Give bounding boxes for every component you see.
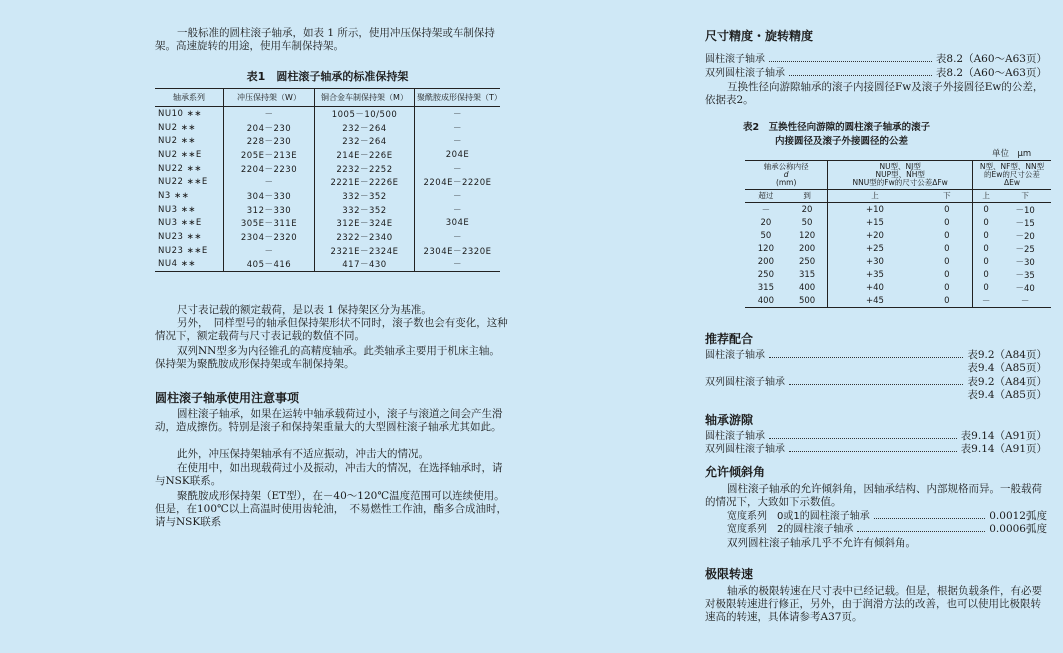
leader-dots [789, 376, 963, 385]
reference-name: 双列圆柱滚子轴承 [705, 377, 785, 388]
table2-body [745, 203, 1051, 308]
table1-row [155, 258, 500, 272]
table2-cell: －20 [1015, 231, 1035, 242]
intro-paragraph: 一般标准的圆柱滚子轴承，如表 1 所示，使用冲压保持架或车制保持架。高速旋转的用途，使用车制保持架。 [155, 27, 495, 52]
table1-header: 轴承系列 [155, 89, 224, 107]
table1-cell: 2304E－2320E [415, 244, 501, 258]
table2-title: 表2 互换性径向游隙的圆柱滚子轴承的滚子 [743, 122, 931, 133]
table2-row [745, 281, 1051, 294]
table1-header: 铜合金车制保持架（M） [315, 89, 415, 107]
leader-dots [769, 53, 932, 62]
table1-cell: 205E－213E [224, 148, 315, 162]
table1-cell: 1005－10/500 [315, 107, 415, 121]
table2-cell: 0 [944, 217, 950, 228]
leader-dots [789, 443, 957, 452]
reference-row [705, 53, 1047, 66]
table1-cell: 305E－311E [224, 217, 315, 231]
table1-cell: NU23 ∗∗ [158, 232, 202, 243]
reference-name: 双列圆柱滚子轴承 [705, 444, 785, 455]
table2-cell: +25 [828, 242, 922, 255]
leader-dots [769, 349, 963, 358]
table2-cell: 400 [798, 282, 816, 293]
table1-cell: － [224, 175, 315, 189]
reference-name: 圆柱滚子轴承 [705, 350, 765, 361]
reference-row [705, 362, 1047, 375]
table2-row [745, 255, 1051, 268]
table1-row [155, 121, 500, 135]
tilt-item-value: 0.0012弧度 [989, 510, 1047, 522]
table2-cell: +35 [828, 268, 922, 281]
table1-cell: － [224, 107, 315, 121]
table2-row [745, 294, 1051, 308]
table1-header-row [155, 89, 500, 107]
table1-cell: NU10 ∗∗ [158, 108, 202, 119]
table2-header-fw [828, 161, 973, 190]
table2-header-text: NU型、NJ型 [879, 162, 921, 171]
table1-cell: 228－230 [224, 134, 315, 148]
table1-row [155, 189, 500, 203]
table1-cell: NU23 ∗∗E [158, 245, 208, 256]
reference-row [705, 389, 1047, 402]
table2-subheader: 下 [999, 190, 1051, 203]
reference-row [705, 349, 1047, 362]
table1-cell: － [224, 244, 315, 258]
table1-cell: NU22 ∗∗ [158, 163, 202, 174]
table2-header-bore [745, 161, 828, 190]
table1-cell: 405－416 [224, 258, 315, 272]
reference-value: 表9.2（A84页） [967, 376, 1047, 388]
table2-cell: +40 [828, 281, 922, 294]
table1-row [155, 175, 500, 189]
table2-header-text: ΔEw [1003, 178, 1020, 187]
table2-subheader: 超过 [745, 190, 787, 203]
table1-cell: NU22 ∗∗E [158, 177, 208, 188]
table1-cell: 204E [415, 148, 501, 162]
table2-cell: 250 [757, 269, 774, 280]
table2-cell: － [761, 205, 771, 216]
table1-cell: 2321E－2324E [315, 244, 415, 258]
body-paragraph: 圆柱滚子轴承的允许倾斜角，因轴承结构、内部规格而异。一般载荷的情况下，大致如下示数值。 [705, 483, 1042, 508]
table1-cell: － [415, 107, 501, 121]
reference-name: 双列圆柱滚子轴承 [705, 68, 785, 79]
table2-cell: 0 [972, 281, 999, 294]
table1-cell: 214E－226E [315, 148, 415, 162]
table2-cell: －40 [1015, 283, 1035, 294]
table2-cell: －35 [1015, 270, 1035, 281]
table2-unit: 单位 μm [992, 149, 1032, 159]
reference-value: 表9.14（A91页） [960, 430, 1047, 442]
table2-cell: 315 [798, 269, 816, 280]
reference-value: 表9.2（A84页） [967, 349, 1047, 361]
table2-cell: － [999, 294, 1051, 308]
table1-cell: － [415, 189, 501, 203]
table2-cell: －15 [1015, 218, 1035, 229]
table1-cell: 2232－2252 [315, 162, 415, 176]
table2-header-ew [972, 161, 1051, 190]
tilt-item-name: 宽度系列 2的圆柱滚子轴承 [727, 524, 854, 535]
table1-cell: NU3 ∗∗ [158, 204, 196, 215]
table1-cell: NU2 ∗∗ [158, 136, 196, 147]
table2-cell: －30 [1015, 257, 1035, 268]
table2-cell: 200 [798, 243, 816, 254]
section-title: 轴承游隙 [705, 413, 754, 427]
table2-cell: 0 [944, 230, 950, 241]
table2-subheader: 上 [972, 190, 999, 203]
table1-row [155, 217, 500, 231]
reference-row [705, 430, 1047, 443]
table2-header-text: 的Ew的尺寸公差 [984, 170, 1040, 179]
table1-cell: NU2 ∗∗ [158, 122, 196, 133]
table1-cell: 304E [415, 217, 501, 231]
reference-value: 表9.4（A85页） [967, 362, 1047, 374]
table1-cell: － [415, 162, 501, 176]
table2 [745, 160, 1051, 308]
table2-subheader: 到 [787, 190, 828, 203]
table1-cell: － [415, 258, 501, 272]
reference-row [705, 443, 1047, 456]
table2-cell: 0 [922, 294, 973, 308]
reference-value: 表9.14（A91页） [960, 443, 1047, 455]
table1-cell: NU3 ∗∗E [158, 218, 202, 229]
leader-dots [857, 523, 985, 532]
table2-cell: +15 [828, 216, 922, 229]
reference-name: 圆柱滚子轴承 [705, 54, 765, 65]
table2-cell: 250 [798, 256, 816, 267]
table2-cell: －25 [1015, 244, 1035, 255]
table2-cell: 315 [757, 282, 774, 293]
table2-cell: +30 [828, 255, 922, 268]
table2-header-text: d [783, 170, 789, 179]
section-title: 极限转速 [705, 567, 754, 581]
table2-cell: 400 [745, 294, 787, 308]
reference-name: 圆柱滚子轴承 [705, 431, 765, 442]
table2-cell: － [972, 294, 999, 308]
table1-row [155, 230, 500, 244]
table2-cell: 0 [972, 268, 999, 281]
table1-cell: 2304－2320 [224, 230, 315, 244]
table1-cell: 2204E－2220E [415, 175, 501, 189]
body-paragraph: 此外，冲压保持架轴承有不适应振动，冲击大的情况。 [177, 448, 429, 460]
table1-cell: NU2 ∗∗E [158, 149, 202, 160]
table2-cell: 200 [757, 256, 774, 267]
reference-row [705, 376, 1047, 389]
leader-dots [789, 67, 932, 76]
table2-cell: +45 [828, 294, 922, 308]
table2-row [745, 216, 1051, 229]
body-paragraph: 在使用中，如出现载荷过小及振动，冲击大的情况，在选择轴承时，请与NSK联系。 [155, 462, 503, 487]
tilt-item-value: 0.0006弧度 [989, 523, 1047, 535]
leader-dots [769, 430, 957, 439]
tilt-item [705, 510, 1047, 523]
table2-cell: －10 [1015, 205, 1035, 216]
table1-cell: 232－264 [315, 121, 415, 135]
reference-row [705, 67, 1047, 80]
table1-row [155, 134, 500, 148]
table2-cell: 0 [944, 256, 950, 267]
table1-title: 表1 圆柱滚子轴承的标准保持架 [246, 70, 409, 83]
table2-row [745, 203, 1051, 217]
body-paragraph: 双列圆柱滚子轴承几乎不允许有倾斜角。 [727, 537, 916, 549]
table2-subheader: 下 [922, 190, 973, 203]
body-paragraph: 轴承的极限转速在尺寸表中已经记载。但是，根据负载条件，有必要对极限转速进行修正，另外，由于润滑方法的改善，也可以使用比极限转速高的转速，具体请参考A37页。 [705, 585, 1042, 623]
table1-row [155, 203, 500, 217]
body-paragraph: 圆柱滚子轴承，如果在运转中轴承载荷过小，滚子与滚道之间会产生滑动，造成擦伤。特别是滚子和保持架重量大的大型圆柱滚子轴承尤其如此。 [155, 408, 503, 433]
table2-header-text: 轴承公称内径 [763, 162, 809, 171]
table2-cell: 20 [760, 217, 772, 228]
table2-cell: 20 [801, 204, 813, 215]
table1-cell: 312－330 [224, 203, 315, 217]
table1-cell: － [415, 230, 501, 244]
section-title: 尺寸精度・旋转精度 [705, 29, 814, 43]
table1-cell: NU4 ∗∗ [155, 258, 224, 272]
table2-row [745, 268, 1051, 281]
table2-cell: 0 [944, 269, 950, 280]
table2-header-text: NNU型的Fw的尺寸公差ΔFw [852, 178, 948, 187]
leader-dots [874, 510, 986, 519]
note-paragraph: 尺寸表记载的额定载荷，是以表 1 保持架区分为基准。 [177, 304, 432, 316]
tilt-item-name: 宽度系列 0或1的圆柱滚子轴承 [727, 511, 870, 522]
table2-cell: 0 [972, 229, 999, 242]
table1-row [155, 244, 500, 258]
table2-cell: 0 [972, 255, 999, 268]
table1-cell: － [415, 134, 501, 148]
table1-cell: 312E－324E [315, 217, 415, 231]
table1 [155, 88, 500, 272]
table2-row [745, 242, 1051, 255]
tilt-item [705, 523, 1047, 536]
reference-value: 表8.2（A60～A63页） [935, 53, 1047, 65]
section-title: 允许倾斜角 [705, 465, 766, 479]
table1-row [155, 162, 500, 176]
table1-header: 冲压保持架（W） [224, 89, 315, 107]
table1-cell: 332－352 [315, 189, 415, 203]
table1-cell: － [415, 121, 501, 135]
table1-cell: － [415, 203, 501, 217]
table1-cell: 417－430 [315, 258, 415, 272]
table1-cell: 2221E－2226E [315, 175, 415, 189]
table2-cell: 500 [787, 294, 828, 308]
table2-cell: 50 [760, 230, 772, 241]
table2-title: 内接圆径及滚子外接圆径的公差 [775, 136, 909, 147]
table2-subheader: 上 [828, 190, 922, 203]
table1-cell: 332－352 [315, 203, 415, 217]
table1-cell: 304－330 [224, 189, 315, 203]
table2-cell: 0 [972, 242, 999, 255]
table2-cell: +20 [828, 229, 922, 242]
note-paragraph: 另外， 同样型号的轴承但保持架形状不同时，滚子数也会有变化，这种情况下，额定载荷与尺寸表记载的数值不同。 [155, 317, 508, 342]
table2-cell: 0 [944, 243, 950, 254]
table2-cell: 0 [944, 282, 950, 293]
table2-header-text: (mm) [775, 178, 797, 187]
table1-row [155, 107, 500, 121]
table2-cell: 120 [798, 230, 816, 241]
body-paragraph: 互换性径向游隙轴承的滚子内接圆径Fw及滚子外接圆径Ew的公差，依据表2。 [705, 81, 1044, 106]
table1-header: 聚酰胺成形保持架（T） [415, 89, 501, 107]
table2-cell: 0 [972, 203, 999, 217]
table2-header-text: NUP型、NH型 [875, 170, 925, 179]
table1-cell: 2204－2230 [224, 162, 315, 176]
table2-row [745, 229, 1051, 242]
table1-cell: 232－264 [315, 134, 415, 148]
table1-row [155, 148, 500, 162]
table2-cell: 120 [757, 243, 774, 254]
note-paragraph: 双列NN型多为内径锥孔的高精度轴承。此类轴承主要用于机床主轴。保持架为聚酰胺成形保持架或车制保持架。 [155, 345, 500, 370]
table2-cell: 50 [801, 217, 813, 228]
table1-cell: 2322－2340 [315, 230, 415, 244]
section-title: 推荐配合 [705, 332, 754, 346]
reference-value: 表8.2（A60～A63页） [935, 67, 1047, 79]
table1-body [155, 107, 500, 272]
table2-cell: 0 [972, 216, 999, 229]
body-paragraph: 聚酰胺成形保持架（ET型），在－40～120℃温度范围可以连续使用。但是，在100℃以上高温时使用齿轮油， 不易燃性工作油，酯多合成油时，请与NSK联系 [155, 490, 508, 528]
table2-cell: 0 [944, 204, 950, 215]
reference-value: 表9.4（A85页） [967, 389, 1047, 401]
table2-header-text: N型、NF型、NN型 [979, 162, 1045, 171]
table1-cell: 204－230 [224, 121, 315, 135]
section-title: 圆柱滚子轴承使用注意事项 [155, 391, 300, 405]
table1-cell: N3 ∗∗ [158, 190, 190, 201]
table2-cell: +10 [828, 203, 922, 217]
